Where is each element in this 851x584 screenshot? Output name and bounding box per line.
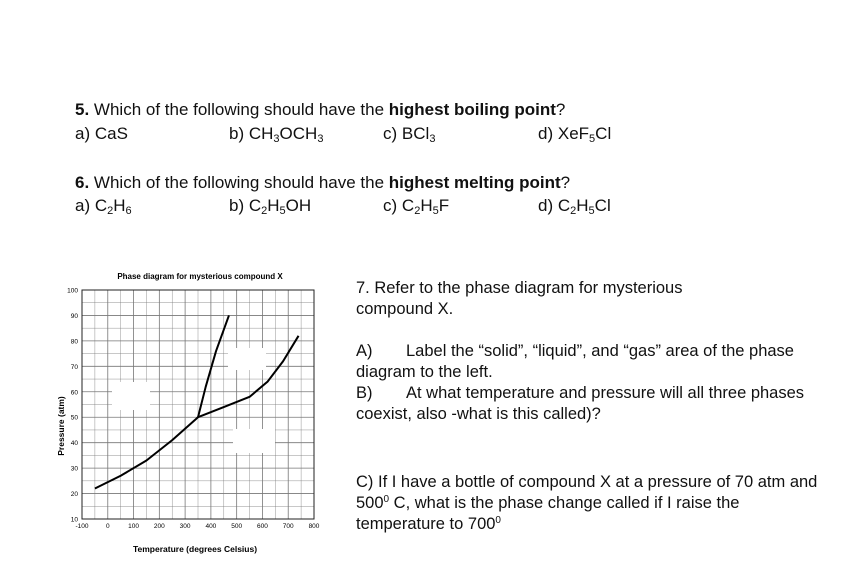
part-label: A) (356, 342, 373, 360)
option-label: b) (229, 196, 245, 215)
option-formula: CaS (94, 124, 128, 143)
y-tick-label: 80 (70, 338, 78, 346)
option-formula: XeF$_5$Cl (557, 124, 612, 145)
x-tick-label: 600 (257, 523, 268, 530)
q7-intro: 7. Refer to the phase diagram for mysterious compound X. (356, 279, 683, 318)
q5-prompt-bold: highest boiling point (388, 100, 556, 119)
q6-option-d (538, 196, 611, 216)
q6-number: 6. (75, 173, 90, 192)
option-formula: $C_2H_5Cl$ (557, 196, 611, 217)
blank-label-box (233, 429, 275, 453)
y-tick-label: 50 (70, 414, 78, 422)
q6-prompt: Which of the following should have the (93, 173, 385, 192)
x-tick-label: 500 (231, 523, 243, 530)
q5-number: 5. (75, 100, 90, 119)
x-tick-label: 700 (282, 523, 294, 530)
series-line (95, 336, 299, 489)
chart-ylabel: Pressure (atm) (56, 396, 66, 456)
q6-option-b (229, 196, 311, 216)
x-tick-label: 200 (153, 523, 165, 530)
y-tick-label: 100 (67, 287, 78, 295)
y-tick-label: 30 (70, 465, 78, 473)
q6-prompt-bold: highest melting point (388, 173, 561, 192)
x-tick-label: 0 (105, 523, 110, 530)
part-b-text: At what temperature and pressure will all three phases coexist, also -what is this called)? (356, 384, 805, 423)
option-formula: BCl$_3$ (401, 124, 436, 145)
option-formula: $C_2H_5F$ (401, 196, 450, 217)
x-tick-label: 100 (128, 523, 139, 530)
q7-part-a (356, 341, 826, 383)
option-label: b) (229, 124, 245, 143)
question-6 (75, 173, 570, 193)
chart-title: Phase diagram for mysterious compound X (117, 272, 283, 281)
q5-option-a (75, 124, 128, 144)
q5-option-c (383, 124, 435, 144)
y-tick-label: 70 (70, 363, 78, 371)
option-formula: $C_2H_5OH$ (248, 196, 312, 217)
q5-option-b (229, 124, 323, 144)
y-tick-label: 10 (70, 516, 78, 524)
y-tick-label: 60 (70, 389, 78, 397)
q7-part-c: C) If I have a bottle of compound X at a pressure of 70 atm and $500^0$ C, what is the phase change called if I raise the temperature to $700^0$ (356, 473, 818, 533)
option-label: a) (75, 196, 91, 215)
x-tick-label: 400 (205, 523, 217, 530)
x-tick-label: 800 (308, 523, 320, 530)
question-5 (75, 100, 565, 120)
question-7 (356, 278, 826, 535)
blank-label-box (228, 348, 266, 370)
q6-option-c (383, 196, 449, 216)
blank-label-box (112, 382, 150, 410)
x-tick-label: 300 (179, 523, 191, 530)
option-label: d) (538, 124, 554, 143)
part-label: B) (356, 384, 373, 402)
y-tick-label: 20 (70, 491, 78, 499)
option-formula: $CH_3OCH_3$ (248, 124, 324, 145)
y-tick-label: 90 (70, 312, 78, 320)
q5-option-d (538, 124, 611, 144)
option-label: c) (383, 196, 398, 215)
chart-xlabel: Temperature (degrees Celsius) (132, 544, 258, 554)
option-label: c) (383, 124, 398, 143)
option-formula: $C_2H_6$ (94, 196, 132, 217)
y-tick-label: 40 (70, 440, 78, 448)
option-label: a) (75, 124, 91, 143)
q5-prompt: Which of the following should have the (93, 100, 385, 119)
part-a-text: Label the “solid”, “liquid”, and “gas” area of the phase diagram to the left. (356, 342, 794, 381)
q7-part-b (356, 383, 826, 425)
phase-diagram-chart (40, 262, 340, 562)
q6-option-a (75, 196, 132, 216)
x-tick-label: -100 (75, 523, 89, 530)
q5-prompt-end: ? (555, 100, 566, 119)
q6-prompt-end: ? (560, 173, 571, 192)
option-label: d) (538, 196, 554, 215)
